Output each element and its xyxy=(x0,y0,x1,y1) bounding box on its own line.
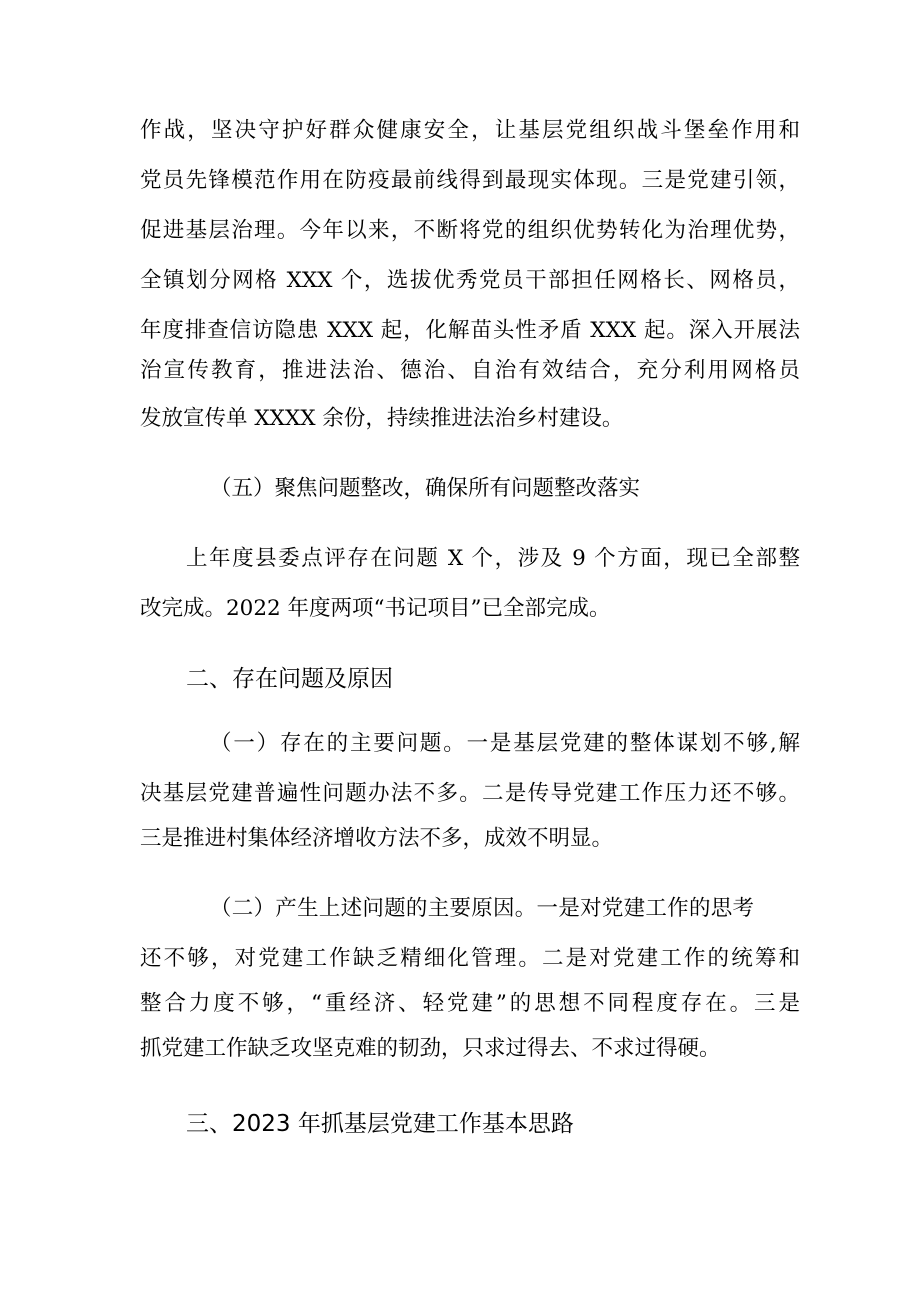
body-text-line: 三是推进村集体经济增收方法不多，成效不明显。 xyxy=(140,826,614,851)
body-text-line: 整合力度不够，“重经济、轻党建”的思想不同程度存在。三是 xyxy=(140,991,800,1016)
body-text-line: 还不够，对党建工作缺乏精细化管理。二是对党建工作的统筹和 xyxy=(140,946,800,971)
body-text-line: 改完成。2022 年度两项“书记项目”已全部完成。 xyxy=(140,596,611,621)
body-text-line: （二）产生上述问题的主要原因。一是对党建工作的思考 xyxy=(210,896,754,921)
section-heading: 三、2023 年抓基层党建工作基本思路 xyxy=(186,1111,574,1137)
body-text-line: 发放宣传单 XXXX 余份，持续推进法治乡村建设。 xyxy=(140,406,624,431)
body-text-line: 抓党建工作缺乏攻坚克难的韧劲，只求过得去、不求过得硬。 xyxy=(140,1036,721,1061)
body-text-line: 治宣传教育，推进法治、德治、自治有效结合，充分利用网格员 xyxy=(140,358,800,383)
section-heading: 二、存在问题及原因 xyxy=(186,666,393,692)
body-text-line: 作战，坚决守护好群众健康安全，让基层党组织战斗堡垒作用和 xyxy=(140,118,800,143)
subsection-heading: （五）聚焦问题整改，确保所有问题整改落实 xyxy=(210,476,641,501)
body-text-line: 决基层党建普遍性问题办法不多。二是传导党建工作压力还不够。 xyxy=(140,781,800,806)
body-text-line: 年度排查信访隐患 XXX 起，化解苗头性矛盾 XXX 起。深入开展法 xyxy=(140,318,800,343)
body-text-line: （一）存在的主要问题。一是基层党建的整体谋划不够,解 xyxy=(210,731,800,756)
body-text-line: 党员先锋模范作用在防疫最前线得到最现实体现。三是党建引领， xyxy=(140,168,800,193)
body-text-line: 促进基层治理。今年以来，不断将党的组织优势转化为治理优势， xyxy=(140,218,800,243)
body-text-line: 全镇划分网格 XXX 个，选拔优秀党员干部担任网格长、网格员， xyxy=(140,268,800,293)
body-text-line: 上年度县委点评存在问题 X 个，涉及 9 个方面，现已全部整 xyxy=(186,546,800,571)
